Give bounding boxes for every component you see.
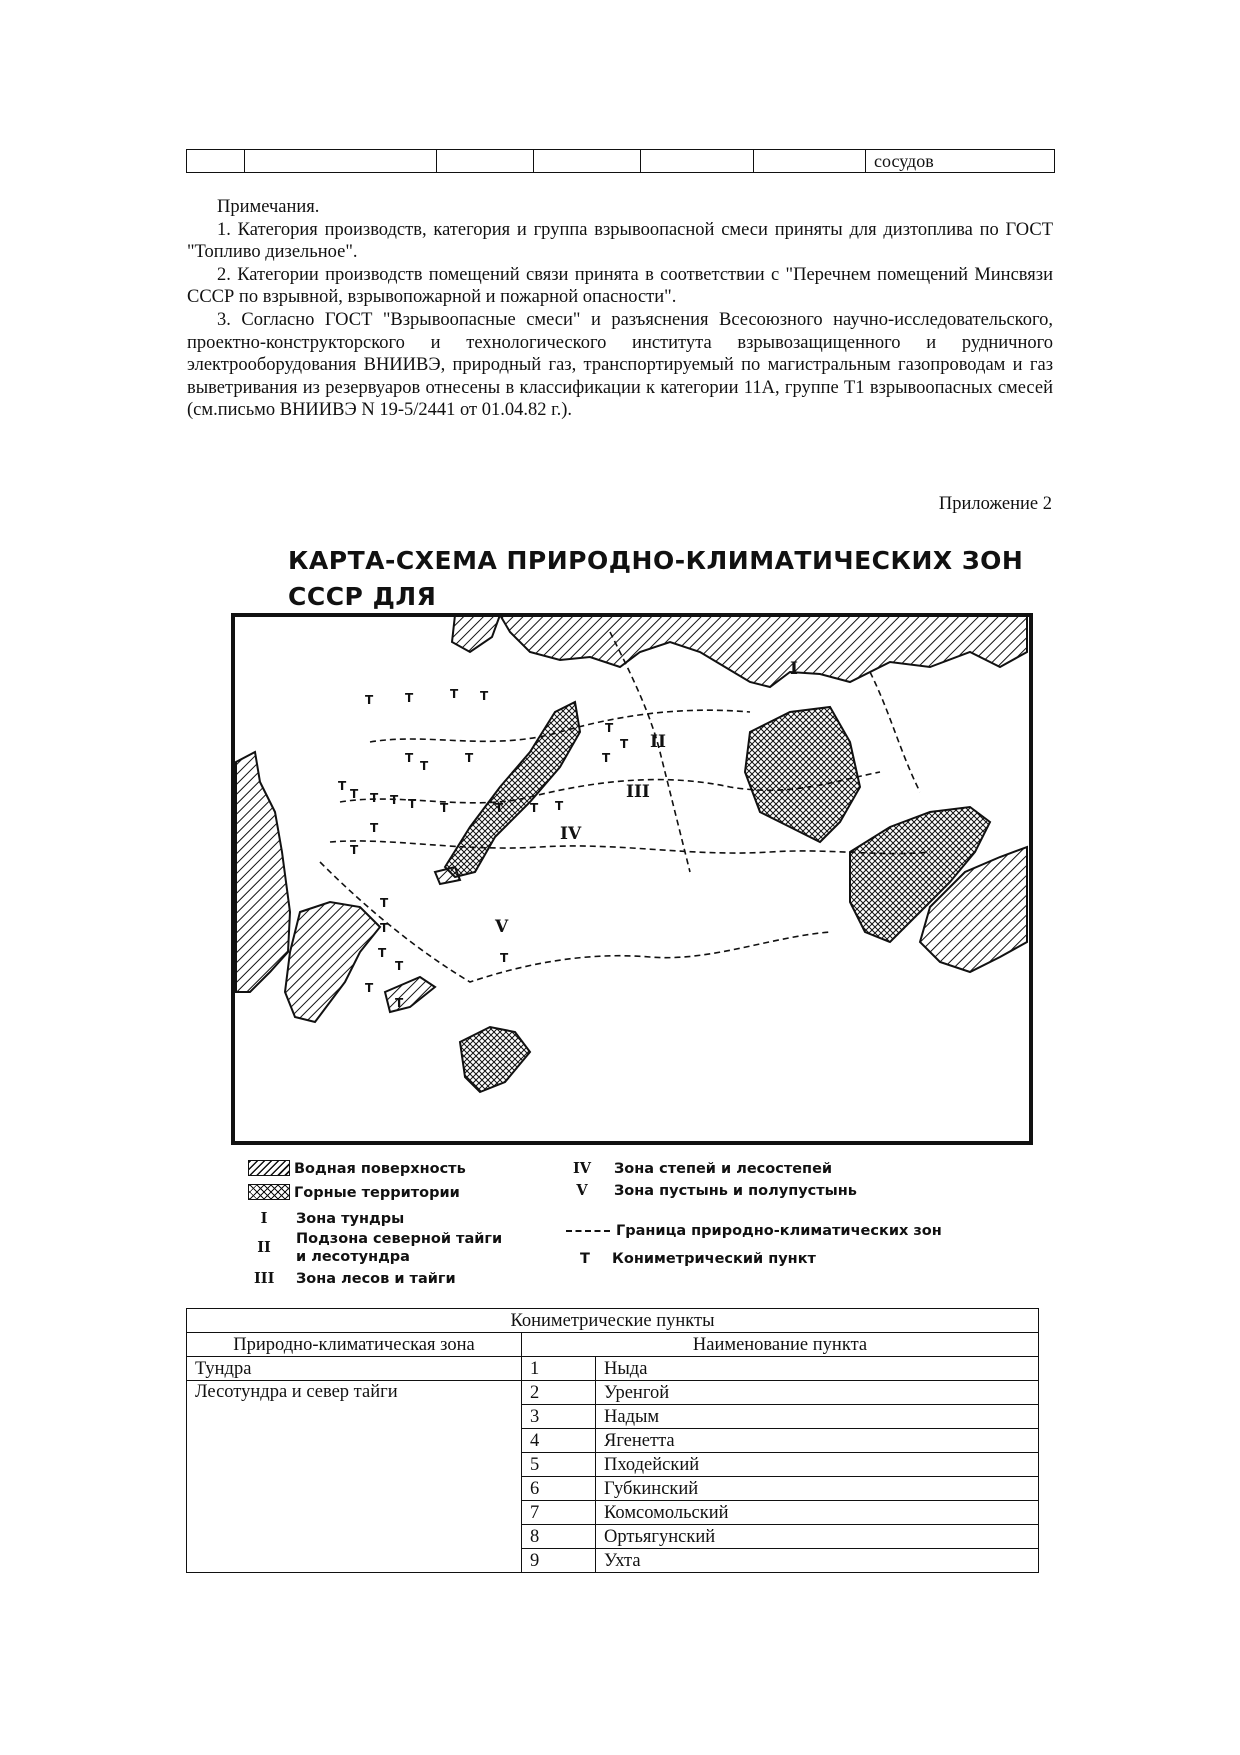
number-cell: 3 [522,1405,596,1429]
konimetric-point: Т [395,959,404,973]
zone-mark: III [254,1270,275,1287]
konimetric-point: Т [480,689,489,703]
point-name-cell: Ягенетта [596,1429,1039,1453]
point-name-cell: Комсомольский [596,1501,1039,1525]
notes-section [187,196,1053,422]
legend-point-label: Кониметрический пункт [612,1251,816,1267]
legend-border [566,1222,942,1240]
table-cell [641,150,754,173]
column-header-zone: Природно-климатическая зона [187,1333,522,1357]
konimetric-point: Т [338,779,347,793]
number-cell: 8 [522,1525,596,1549]
konimetric-point: Т [408,797,417,811]
dashed-line-icon [566,1230,610,1232]
number-cell: 9 [522,1549,596,1573]
table-header-row [187,1333,1039,1357]
zone-mark-forest: III [626,782,650,802]
konimetric-point-icon: Т [580,1251,590,1267]
legend-tundra [248,1210,404,1228]
table-title: Кониметрические пункты [187,1309,1039,1333]
number-cell: 2 [522,1381,596,1405]
konimetric-point: Т [350,787,359,801]
map-title-line-1: КАРТА-СХЕМА ПРИРОДНО-КЛИМАТИЧЕСКИХ ЗОН СССР ДЛЯ [288,546,1024,611]
konimetric-point: Т [495,801,504,815]
legend-north-taiga [248,1230,502,1266]
table-row [187,150,1055,173]
konimetric-point: Т [450,687,459,701]
konimetric-point: Т [620,737,629,751]
konimetric-point: Т [380,921,389,935]
legend-border-label: Граница природно-климатических зон [616,1223,942,1239]
konimetric-point: Т [350,843,359,857]
point-name-cell: Ухта [596,1549,1039,1573]
zone-mark: II [257,1239,271,1256]
konimetric-point: Т [370,821,379,835]
legend-water-label: Водная поверхность [294,1161,466,1177]
legend-north-taiga-label [296,1230,502,1266]
water-swatch-icon [248,1160,290,1176]
table-cell [245,150,437,173]
point-name-cell: Губкинский [596,1477,1039,1501]
konimetric-point: Т [440,801,449,815]
point-name-cell: Пходейский [596,1453,1039,1477]
number-cell: 4 [522,1429,596,1453]
zone-mark-desert: V [495,917,509,937]
table-cell [754,150,866,173]
number-cell: 5 [522,1453,596,1477]
zone-mark-tundra: I [790,659,798,679]
zone-mark-north-taiga: II [650,732,666,752]
table-cell [534,150,641,173]
konimetric-point: Т [500,951,509,965]
konimetric-point: Т [605,721,614,735]
legend-tundra-label: Зона тундры [296,1211,405,1227]
legend-steppe [566,1160,832,1178]
zone-cell: Тундра [187,1357,522,1381]
legend-forest [248,1270,456,1288]
konimetric-point: Т [420,759,429,773]
zone-cell: Лесотундра и север тайги [187,1381,522,1573]
konimetric-point: Т [365,693,374,707]
zone-mark: IV [572,1160,592,1177]
konimetric-point: Т [390,793,399,807]
konimetric-point: Т [465,751,474,765]
climate-zones-map [230,612,1036,1154]
legend-mountain [248,1184,460,1202]
legend-mountain-label: Горные территории [294,1185,460,1201]
konimetric-point: Т [378,946,387,960]
point-name-cell: Уренгой [596,1381,1039,1405]
appendix-label: Приложение 2 [938,494,1052,514]
note-2: 2. Категории производств помещений связи принята в соответствии с "Перечнем помещений Минсвязи СССР по взрывной, взрывопожарной и пожарной опасности". [187,264,1053,308]
legend-desert-label: Зона пустынь и полупустынь [614,1183,857,1199]
table-cell [187,150,245,173]
zone-mark: V [576,1182,588,1199]
note-3: 3. Согласно ГОСТ "Взрывоопасные смеси" и разъяснения Всесоюзного научно-исследовательского, проектно-конструкторского и технологического института взрывозащищенного и рудничного электрооборудования ВНИИВЭ, природный газ, транспортируемый по магистральным газопроводам и газ выветривания из резервуаров отнесены в классификации к категории 11А, группе Т1 взрывоопасных смесей (см.письмо ВНИИВЭ N 19-5/2441 от 01.04.82 г.). [187,309,1053,421]
legend-text-line: Подзона северной тайги [296,1231,503,1247]
number-cell: 7 [522,1501,596,1525]
table-title-row [187,1309,1039,1333]
konimetric-point: Т [405,751,414,765]
legend-steppe-label: Зона степей и лесостепей [614,1161,833,1177]
note-1: 1. Категория производств, категория и группа взрывоопасной смеси приняты для дизтоплива по ГОСТ "Топливо дизельное". [187,219,1053,263]
konimetric-point: Т [395,996,404,1010]
konimetric-point: Т [370,791,379,805]
point-name-cell: Надым [596,1405,1039,1429]
number-cell: 6 [522,1477,596,1501]
number-cell: 1 [522,1357,596,1381]
table-cell [437,150,534,173]
konimetric-points-table [186,1308,1039,1573]
konimetric-point: Т [365,981,374,995]
zone-mark: I [260,1210,268,1227]
table-cell-last: сосудов [866,150,1055,173]
column-header-name: Наименование пункта [522,1333,1039,1357]
zone-mark-steppe: IV [560,824,582,844]
previous-table-remnant [186,149,1055,173]
legend-water [248,1160,466,1178]
konimetric-point: Т [405,691,414,705]
legend-text-line: и лесотундра [296,1249,410,1265]
konimetric-point: Т [380,896,389,910]
mountain-swatch-icon [248,1184,290,1200]
konimetric-point: Т [602,751,611,765]
legend-desert [566,1182,857,1200]
table-row [187,1381,1039,1405]
table-row [187,1357,1039,1381]
konimetric-point: Т [530,801,539,815]
point-name-cell: Ныда [596,1357,1039,1381]
map-legend [248,1160,1008,1292]
point-name-cell: Ортьягунский [596,1525,1039,1549]
notes-heading: Примечания. [217,197,320,217]
legend-forest-label: Зона лесов и тайги [296,1271,456,1287]
legend-point [566,1250,816,1268]
konimetric-point: Т [555,799,564,813]
